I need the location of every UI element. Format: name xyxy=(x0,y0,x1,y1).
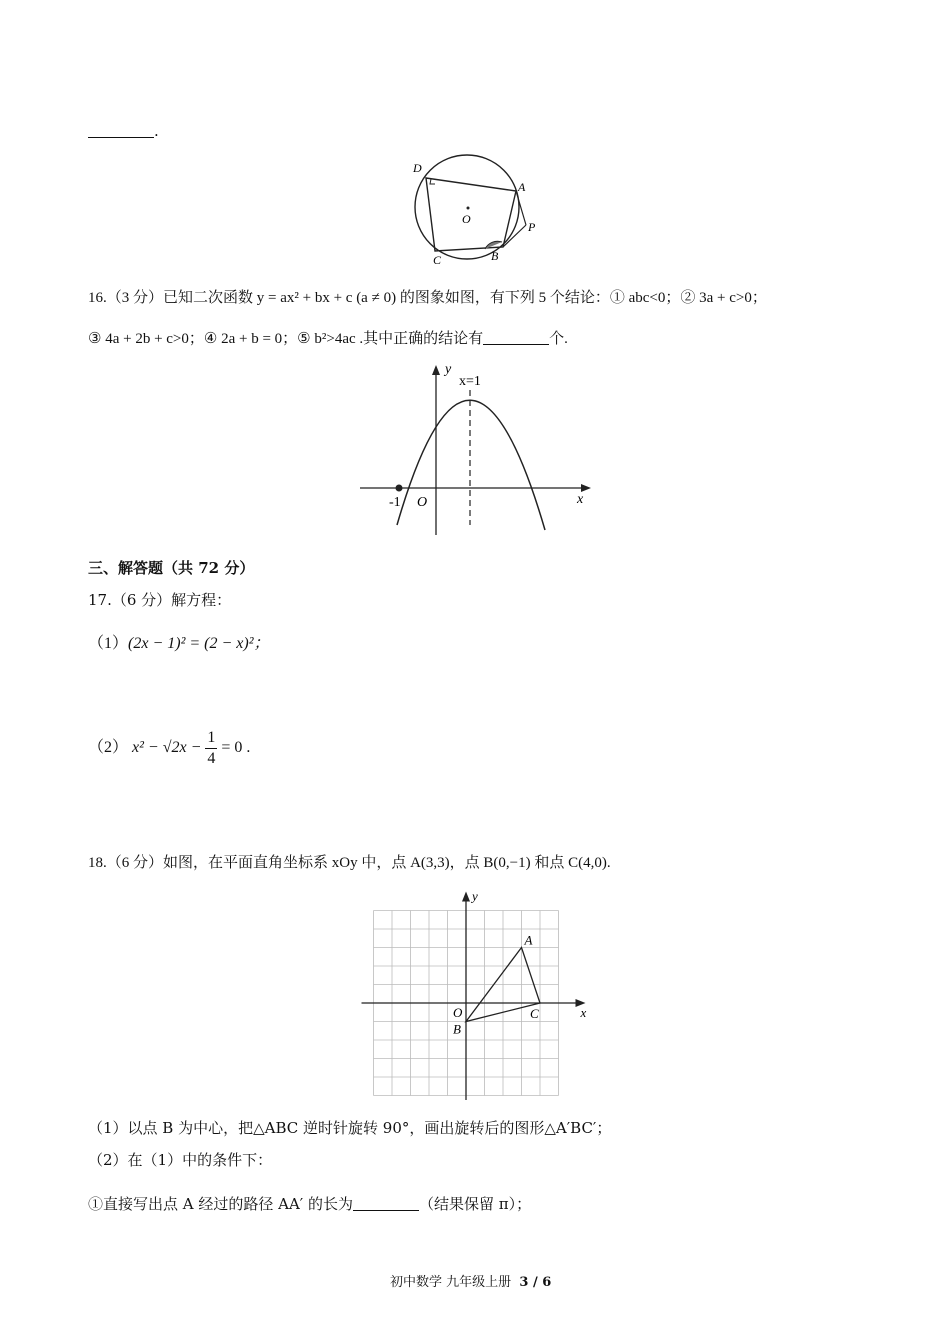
q16-line1: 16.（3 分）已知二次函数 y = ax² + bx + c (a ≠ 0) 的图象如图，有下列 5 个结论：① abc<0；② 3a + c>0； xyxy=(88,290,767,306)
parabola-curve xyxy=(397,400,545,530)
label-x: x xyxy=(580,1005,587,1020)
figure-circle xyxy=(405,145,555,270)
label-y: y xyxy=(472,888,478,904)
label-axis-x1: x=1 xyxy=(459,374,481,389)
label-c: C xyxy=(433,253,442,267)
q16-line2: ③ 4a + 2b + c>0；④ 2a + b = 0；⑤ b²>4ac .其中正确的结论有 个. xyxy=(88,331,568,347)
label-o: O xyxy=(453,1005,463,1020)
x-axis-arrow xyxy=(581,484,591,492)
page-footer: 初中数学 九年级上册 3 / 6 xyxy=(390,1275,552,1290)
q17-title: 17.（6 分）解方程： xyxy=(88,591,232,609)
y-axis-arrow xyxy=(462,892,470,902)
label-a: A xyxy=(518,180,526,194)
quadrilateral-dabc xyxy=(426,178,516,251)
q18-title: 18.（6 分）如图，在平面直角坐标系 xOy 中，点 A(3,3)，点 B(0,−1) 和点 C(4,0). xyxy=(88,855,611,871)
q17-part1: （1）(2x − 1)² = (2 − x)²； xyxy=(88,635,270,652)
label-c: C xyxy=(530,1006,539,1021)
label-a: A xyxy=(524,932,533,948)
answer-blank-q18 xyxy=(353,1196,419,1211)
figure-parabola xyxy=(355,360,600,540)
label-o: O xyxy=(462,212,471,226)
q18-part2: （2）在（1）中的条件下： xyxy=(88,1151,273,1169)
center-point-o xyxy=(467,207,470,210)
fraction-one-quarter: $\frac{1}{4}$ xyxy=(207,729,216,767)
point-neg1 xyxy=(396,485,403,492)
label-d: D xyxy=(413,161,422,175)
answer-blank-top: . xyxy=(88,122,159,140)
label-b: B xyxy=(491,249,499,263)
y-axis-arrow xyxy=(432,365,440,375)
q18-part1: （1）以点 B 为中心，把△ABC 逆时针旋转 90°，画出旋转后的图形△A′BC′； xyxy=(88,1119,612,1137)
q17-part2: （2） x² − √2x − $\frac{1}{4}$ = 0 . xyxy=(88,729,251,767)
section-heading: 三、解答题（共 72 分） xyxy=(88,559,255,577)
label-y: y xyxy=(445,362,452,377)
answer-blank-q16 xyxy=(483,330,549,345)
label-x: x xyxy=(577,492,584,507)
label-b: B xyxy=(453,1021,461,1037)
label-neg1: -1 xyxy=(389,495,401,510)
label-p: P xyxy=(528,220,536,234)
q18-part2a: ①直接写出点 A 经过的路径 AA′ 的长为 （结果保留 π）； xyxy=(88,1195,532,1213)
figure-grid xyxy=(355,885,595,1100)
label-origin: O xyxy=(417,495,428,510)
